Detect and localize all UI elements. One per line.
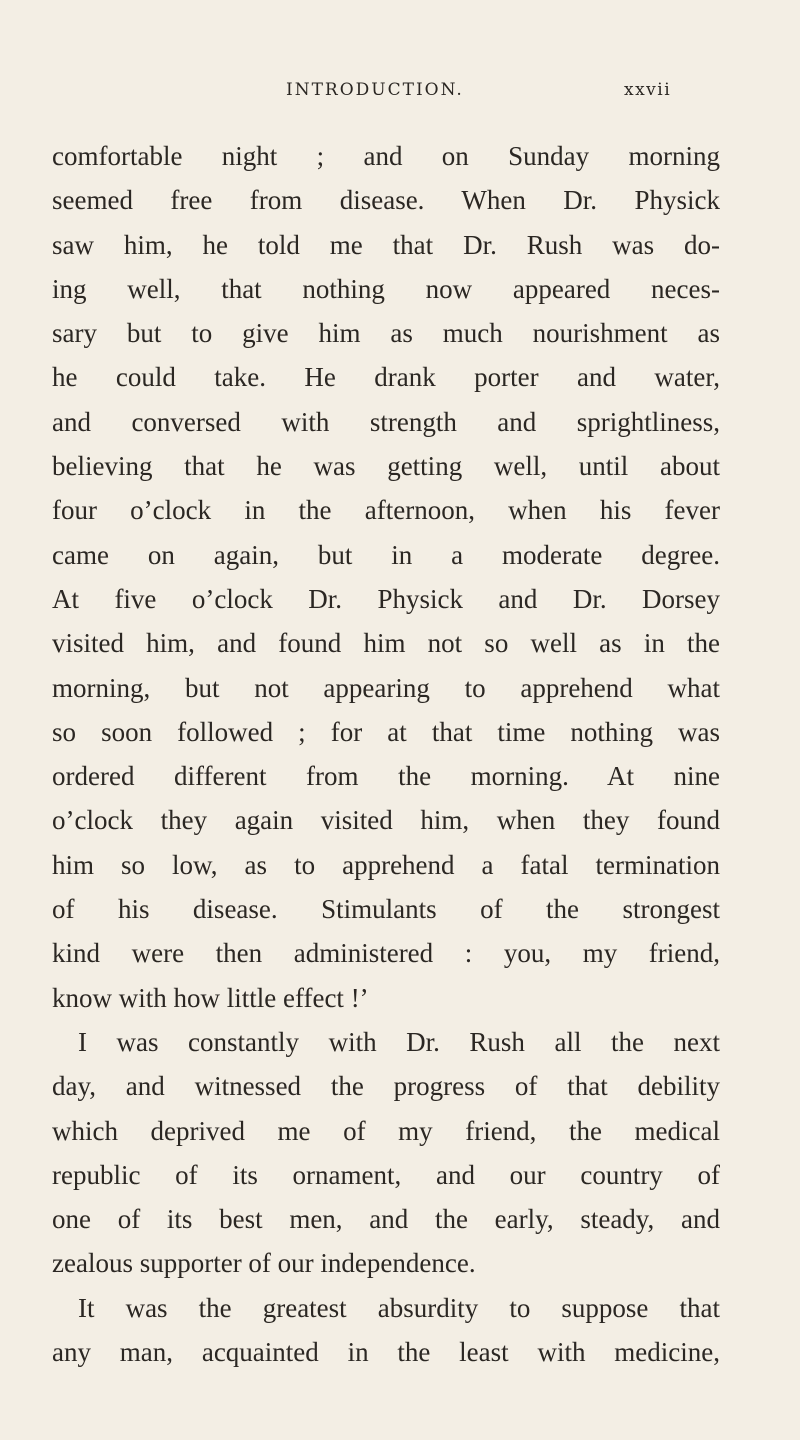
text-line: so soon followed ; for at that time nothing was [52, 716, 720, 747]
text-line: believing that he was getting well, until about [52, 451, 720, 482]
text-line: one of its best men, and the early, steady, and [52, 1204, 720, 1235]
text-line: day, and witnessed the progress of that debility [52, 1071, 720, 1102]
text-line: seemed free from disease. When Dr. Physick [52, 185, 720, 216]
text-line: sary but to give him as much nourishment as [52, 318, 720, 349]
text-line: came on again, but in a moderate degree. [52, 539, 720, 570]
text-line: which deprived me of my friend, the medical [52, 1115, 720, 1146]
text-line: of his disease. Stimulants of the strongest [52, 894, 720, 925]
text-line: zealous supporter of our independence. [52, 1248, 476, 1279]
text-line: four o’clock in the afternoon, when his fever [52, 495, 720, 526]
text-line: he could take. He drank porter and water, [52, 362, 720, 393]
text-line: I was constantly with Dr. Rush all the next [78, 1026, 720, 1057]
page-number: xxvii [624, 80, 672, 100]
text-line: saw him, he told me that Dr. Rush was do- [52, 229, 720, 260]
page-header [0, 80, 800, 110]
text-line: ordered different from the morning. At nine [52, 761, 720, 792]
body-text [52, 134, 720, 1374]
text-line: kind were then administered : you, my friend, [52, 938, 720, 969]
text-line: At five o’clock Dr. Physick and Dr. Dorsey [52, 583, 720, 614]
running-title: INTRODUCTION. [286, 80, 464, 100]
text-line: o’clock they again visited him, when they found [52, 805, 720, 836]
text-line: It was the greatest absurdity to suppose that [78, 1292, 720, 1323]
text-line: know with how little effect !’ [52, 982, 369, 1013]
text-line: visited him, and found him not so well as in the [52, 628, 720, 659]
text-line: him so low, as to apprehend a fatal termination [52, 849, 720, 880]
text-line: republic of its ornament, and our country of [52, 1159, 720, 1190]
text-line: ing well, that nothing now appeared neces- [52, 273, 720, 304]
text-line: comfortable night ; and on Sunday morning [52, 141, 720, 171]
text-line: morning, but not appearing to apprehend what [52, 672, 720, 703]
text-line: and conversed with strength and sprightliness, [52, 406, 720, 437]
text-line: any man, acquainted in the least with medicine, [52, 1337, 720, 1368]
